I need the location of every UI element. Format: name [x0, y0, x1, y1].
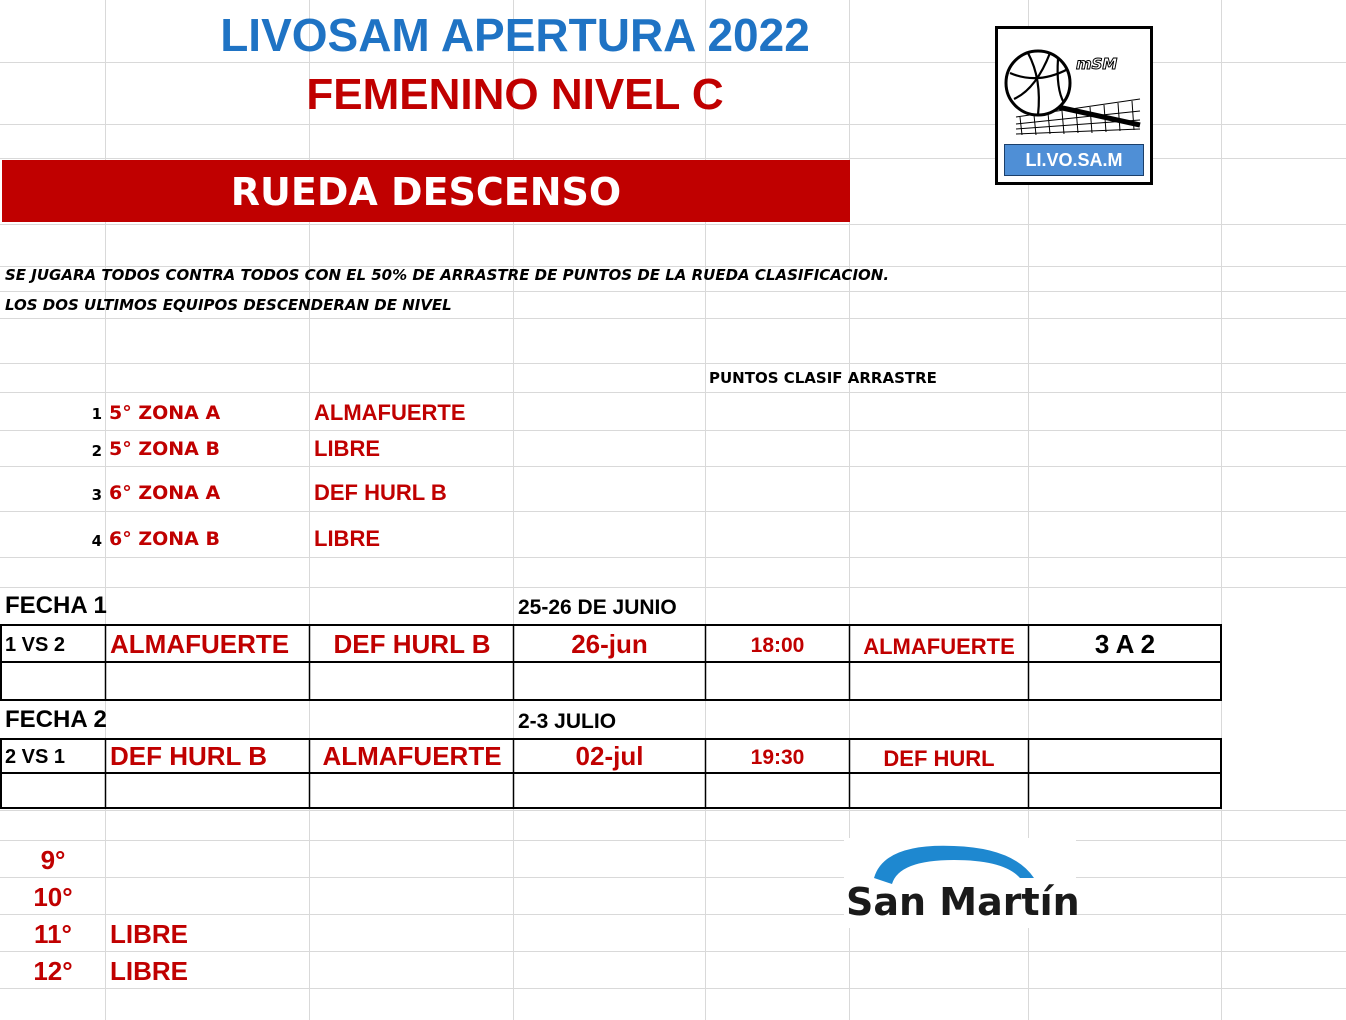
rules-note-2: LOS DOS ULTIMOS EQUIPOS DESCENDERAN DE NIVEL — [5, 296, 452, 314]
match-venue: DEF HURL — [883, 746, 995, 771]
team-zone: 5° ZONA B — [109, 438, 220, 460]
round-dates: 2-3 JULIO — [518, 710, 617, 733]
match-time: 18:00 — [750, 634, 805, 657]
round-dates: 25-26 DE JUNIO — [518, 596, 677, 619]
match-day: 02-jul — [575, 741, 644, 771]
team-zone: 6° ZONA A — [109, 482, 221, 504]
position-team: LIBRE — [110, 919, 188, 949]
match-result: 3 A 2 — [1094, 629, 1156, 659]
volleyball-icon — [998, 29, 1150, 147]
team-rank: 1 — [91, 405, 102, 423]
round-label: FECHA 1 — [5, 592, 107, 619]
match-away-team: DEF HURL B — [333, 629, 491, 659]
section-banner — [2, 160, 850, 222]
match-home-team: DEF HURL B — [110, 741, 267, 771]
match-day: 26-jun — [571, 629, 648, 659]
page-title: LIVOSAM APERTURA 2022 — [220, 9, 810, 61]
match-pair: 1 VS 2 — [5, 634, 66, 656]
rules-note-1: SE JUGARA TODOS CONTRA TODOS CON EL 50% DE ARRASTRE DE PUNTOS DE LA RUEDA CLASIFICACION. — [5, 266, 890, 284]
team-rank: 4 — [91, 532, 102, 550]
team-name: LIBRE — [314, 526, 380, 551]
round-label: FECHA 2 — [5, 706, 107, 733]
san-martin-logo — [844, 838, 1080, 928]
match-away-team: ALMAFUERTE — [322, 741, 502, 771]
team-zone: 5° ZONA A — [109, 402, 221, 424]
page-subtitle: FEMENINO NIVEL C — [306, 70, 724, 119]
team-rank: 2 — [91, 442, 102, 460]
team-zone: 6° ZONA B — [109, 528, 220, 550]
team-name: DEF HURL B — [314, 480, 447, 505]
match-venue: ALMAFUERTE — [863, 634, 1015, 659]
livosam-logo — [995, 26, 1153, 185]
position-number: 10° — [33, 882, 73, 912]
position-number: 11° — [34, 919, 72, 949]
position-team: LIBRE — [110, 956, 188, 986]
position-number: 9° — [40, 845, 66, 875]
match-time: 19:30 — [750, 746, 805, 769]
logo-label-bar — [1004, 144, 1144, 176]
logo-mark: mSM — [1076, 55, 1118, 73]
logo-label: LI.VO.SA.M — [1025, 150, 1123, 170]
points-header: PUNTOS CLASIF ARRASTRE — [709, 369, 937, 387]
team-name: ALMAFUERTE — [314, 400, 466, 425]
banner-label: RUEDA DESCENSO — [230, 170, 622, 214]
team-rank: 3 — [91, 486, 102, 504]
position-number: 12° — [33, 956, 73, 986]
match-pair: 2 VS 1 — [5, 746, 66, 768]
sponsor-name: San Martín — [846, 880, 1080, 924]
team-name: LIBRE — [314, 436, 380, 461]
match-home-team: ALMAFUERTE — [110, 629, 290, 659]
